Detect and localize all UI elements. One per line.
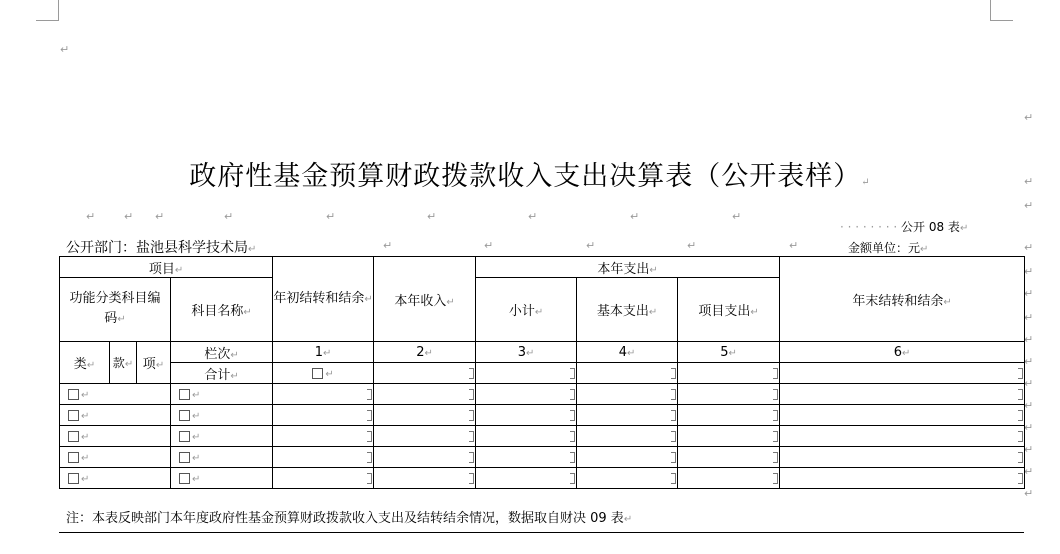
paragraph-mark: ↵	[1024, 241, 1034, 254]
checkbox-icon	[179, 410, 190, 421]
header-begin-balance: 年初结转和结余↵	[273, 257, 374, 342]
checkbox-icon	[68, 410, 79, 421]
value-cell[interactable]	[780, 384, 1025, 405]
code-cell[interactable]: ↵	[60, 447, 171, 468]
value-cell[interactable]	[678, 447, 780, 468]
cell-end-icon	[367, 452, 372, 463]
cell-end-icon	[1018, 410, 1023, 421]
cell-end-icon	[671, 473, 676, 484]
value-cell[interactable]	[577, 447, 678, 468]
header-subject-name: 科目名称↵	[171, 278, 273, 342]
value-cell[interactable]	[577, 405, 678, 426]
paragraph-mark: ↵	[687, 239, 697, 252]
header-lei: 类↵	[60, 342, 110, 384]
value-cell[interactable]	[273, 468, 374, 489]
cell-end-icon	[367, 431, 372, 442]
paragraph-mark: ↵	[383, 239, 393, 252]
cell-end-icon	[570, 473, 575, 484]
paragraph-mark: ↵	[1024, 287, 1034, 300]
code-cell[interactable]: ↵	[60, 405, 171, 426]
value-cell[interactable]	[273, 405, 374, 426]
cell-end-icon	[570, 368, 575, 379]
paragraph-mark: ↵	[1024, 111, 1034, 124]
cell-end-icon	[469, 452, 474, 463]
paragraph-mark: ↵	[1024, 421, 1034, 434]
name-cell[interactable]: ↵	[171, 384, 273, 405]
value-cell[interactable]	[780, 405, 1025, 426]
value-cell[interactable]	[577, 468, 678, 489]
cell-end-icon	[367, 473, 372, 484]
name-cell[interactable]: ↵	[171, 468, 273, 489]
value-cell[interactable]	[577, 384, 678, 405]
value-cell[interactable]	[678, 468, 780, 489]
checkbox-icon	[179, 473, 190, 484]
value-cell[interactable]	[476, 447, 577, 468]
header-income: 本年收入↵	[374, 257, 476, 342]
paragraph-mark: ↵	[155, 210, 165, 223]
cell-end-icon	[1018, 431, 1023, 442]
cell-end-icon	[671, 368, 676, 379]
col-number: 6↵	[780, 342, 1025, 363]
value-cell[interactable]	[780, 468, 1025, 489]
paragraph-mark: ↵	[586, 239, 596, 252]
cell-end-icon	[1018, 389, 1023, 400]
value-cell[interactable]	[476, 405, 577, 426]
cell-end-icon	[773, 452, 778, 463]
total-label: 合计↵	[171, 363, 273, 384]
unit-label: 金额单位：元↵	[848, 241, 929, 255]
cell-end-icon	[671, 410, 676, 421]
code-cell[interactable]: ↵	[60, 426, 171, 447]
paragraph-mark: ↵	[60, 43, 70, 56]
department-label: 公开部门：盐池县科学技术局↵	[66, 240, 257, 256]
cell-end-icon	[773, 368, 778, 379]
header-project: 项目支出↵	[678, 278, 780, 342]
cell-end-icon	[469, 368, 474, 379]
value-cell[interactable]	[780, 426, 1025, 447]
paragraph-mark: ↵	[1024, 265, 1034, 278]
table-row	[60, 405, 1025, 426]
col-number: 1↵	[273, 342, 374, 363]
value-cell[interactable]	[273, 447, 374, 468]
checkbox-icon	[68, 473, 79, 484]
cell-end-icon	[469, 410, 474, 421]
header-item: 项目↵	[60, 257, 273, 278]
header-lanci: 栏次↵	[171, 342, 273, 363]
cell-end-icon	[773, 473, 778, 484]
value-cell[interactable]	[374, 405, 476, 426]
cell-end-icon	[367, 389, 372, 400]
paragraph-mark: ↵	[326, 210, 336, 223]
code-cell[interactable]: ↵	[60, 384, 171, 405]
paragraph-mark: ↵	[1024, 175, 1034, 188]
crop-mark-top-left	[36, 0, 59, 21]
header-basic: 基本支出↵	[577, 278, 678, 342]
footnote: 注：本表反映部门本年度政府性基金预算财政拨款收入支出及结转结余情况，数据取自财决 09 表↵	[66, 511, 633, 526]
value-cell[interactable]	[374, 426, 476, 447]
paragraph-mark: ↵	[224, 210, 234, 223]
code-cell[interactable]: ↵	[60, 468, 171, 489]
name-cell[interactable]: ↵	[171, 447, 273, 468]
paragraph-mark: ↵	[1024, 443, 1034, 456]
cell-end-icon	[570, 452, 575, 463]
paragraph-mark: ↵	[732, 210, 742, 223]
cell-end-icon	[671, 452, 676, 463]
paragraph-mark: ↵	[1024, 311, 1034, 324]
paragraph-mark: ↵	[789, 239, 799, 252]
checkbox-icon	[312, 368, 323, 379]
paragraph-mark: ↵	[124, 210, 134, 223]
paragraph-mark: ↵	[484, 239, 494, 252]
cell-end-icon	[570, 410, 575, 421]
cell-end-icon	[570, 389, 575, 400]
total-cell[interactable]	[577, 363, 678, 384]
col-number: 3↵	[476, 342, 577, 363]
cell-end-icon	[469, 473, 474, 484]
cell-end-icon	[671, 389, 676, 400]
checkbox-icon	[179, 431, 190, 442]
cell-end-icon	[1018, 473, 1023, 484]
value-cell[interactable]	[374, 447, 476, 468]
budget-table	[59, 256, 1025, 489]
checkbox-icon	[179, 389, 190, 400]
paragraph-mark: ↵	[1024, 333, 1034, 346]
paragraph-mark: ↵	[1024, 487, 1034, 500]
value-cell[interactable]	[273, 426, 374, 447]
total-cell[interactable]	[780, 363, 1025, 384]
paragraph-mark: ↵	[1024, 465, 1034, 478]
value-cell[interactable]	[476, 426, 577, 447]
header-end-balance: 年末结转和结余↵	[780, 257, 1025, 342]
cell-end-icon	[773, 410, 778, 421]
cell-end-icon	[773, 389, 778, 400]
header-kuan: 款↵	[110, 342, 137, 384]
paragraph-mark: ↵	[86, 210, 96, 223]
value-cell[interactable]	[678, 426, 780, 447]
col-number: 4↵	[577, 342, 678, 363]
value-cell[interactable]	[476, 468, 577, 489]
col-number: 5↵	[678, 342, 780, 363]
checkbox-icon	[68, 452, 79, 463]
header-subtotal: 小计↵	[476, 278, 577, 342]
cell-end-icon	[1018, 368, 1023, 379]
name-cell[interactable]: ↵	[171, 405, 273, 426]
paragraph-mark: ↵	[427, 210, 437, 223]
checkbox-icon	[68, 431, 79, 442]
value-cell[interactable]	[476, 384, 577, 405]
paragraph-mark: ↵	[630, 210, 640, 223]
checkbox-icon	[179, 452, 190, 463]
total-cell[interactable]	[374, 363, 476, 384]
header-func-code: 功能分类科目编码↵	[60, 278, 171, 342]
total-cell[interactable]	[678, 363, 780, 384]
paragraph-mark: ↵	[528, 210, 538, 223]
paragraph-mark: ↵	[1024, 355, 1034, 368]
value-cell[interactable]	[374, 468, 476, 489]
total-cell[interactable]: ↵	[273, 363, 374, 384]
value-cell[interactable]	[273, 384, 374, 405]
value-cell[interactable]	[374, 384, 476, 405]
col-number: 2↵	[374, 342, 476, 363]
value-cell[interactable]	[678, 384, 780, 405]
cell-end-icon	[469, 431, 474, 442]
cell-end-icon	[367, 410, 372, 421]
paragraph-mark: ↵	[1024, 399, 1034, 412]
footer-rule	[59, 532, 1024, 533]
header-expense: 本年支出↵	[476, 257, 780, 278]
value-cell[interactable]	[678, 405, 780, 426]
header-xiang: 项↵	[137, 342, 171, 384]
name-cell[interactable]: ↵	[171, 426, 273, 447]
cell-end-icon	[469, 389, 474, 400]
total-cell[interactable]	[476, 363, 577, 384]
cell-end-icon	[1018, 452, 1023, 463]
checkbox-icon	[68, 389, 79, 400]
cell-end-icon	[671, 431, 676, 442]
paragraph-mark: ↵	[1024, 199, 1034, 212]
crop-mark-top-right	[990, 0, 1013, 21]
page-title: 政府性基金预算财政拨款收入支出决算表（公开表样）↵	[189, 161, 871, 192]
cell-end-icon	[570, 431, 575, 442]
table-row	[60, 426, 1025, 447]
value-cell[interactable]	[577, 426, 678, 447]
table-row	[60, 384, 1025, 405]
table-row	[60, 468, 1025, 489]
table-number: · · · · · · · · 公开 08 表↵	[840, 220, 969, 234]
cell-end-icon	[773, 431, 778, 442]
paragraph-mark: ↵	[1024, 377, 1034, 390]
table-row	[60, 447, 1025, 468]
value-cell[interactable]	[780, 447, 1025, 468]
